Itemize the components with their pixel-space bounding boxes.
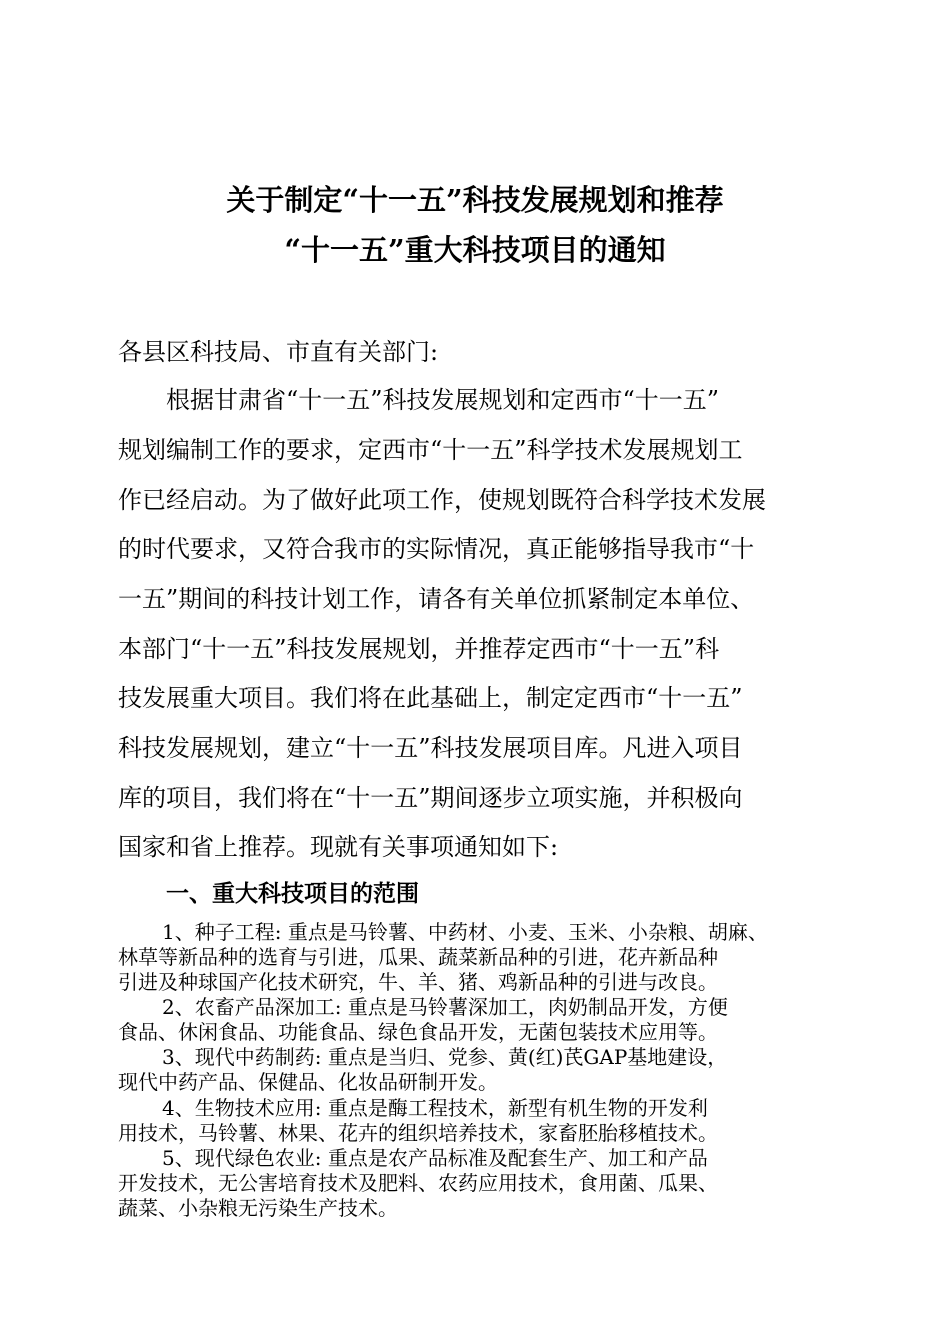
salutation: 各县区科技局、市直有关部门: [118,338,439,366]
item-line: 2、农畜产品深加工: 重点是马铃薯深加工，肉奶制品开发，方便 [162,995,728,1019]
body-line: 国家和省上推荐。现就有关事项通知如下: [118,833,559,861]
item-line: 3、现代中药制药: 重点是当归、党参、黄(红)芪GAP基地建设， [162,1045,728,1069]
document-title-line-1: 关于制定“十一五”科技发展规划和推荐 [226,183,724,217]
section-heading: 一、重大科技项目的范围 [166,880,419,907]
item-line: 林草等新品种的选育与引进，瓜果、蔬菜新品种的引进，花卉新品种 [118,945,718,969]
document-title-line-2: “十一五”重大科技项目的通知 [284,233,666,267]
body-line: 库的项目，我们将在“十一五”期间逐步立项实施，并积极向 [118,784,743,812]
item-line: 1、种子工程: 重点是马铃薯、中药材、小麦、玉米、小杂粮、胡麻、 [162,920,768,944]
item-line: 食品、休闲食品、功能食品、绿色食品开发，无菌包装技术应用等。 [118,1020,718,1044]
body-line: 的时代要求，又符合我市的实际情况，真正能够指导我市“十 [118,535,755,563]
body-line: 科技发展规划，建立“十一五”科技发展项目库。凡进入项目 [118,734,743,762]
item-line: 4、生物技术应用: 重点是酶工程技术，新型有机生物的开发利 [162,1096,708,1120]
item-line: 蔬菜、小杂粮无污染生产技术。 [118,1196,398,1220]
item-line: 现代中药产品、保健品、化妆品研制开发。 [118,1070,498,1094]
body-line: 一五”期间的科技计划工作，请各有关单位抓紧制定本单位、 [118,585,755,613]
item-line: 5、现代绿色农业: 重点是农产品标准及配套生产、加工和产品 [162,1146,708,1170]
body-line: 技发展重大项目。我们将在此基础上，制定定西市“十一五” [118,684,743,712]
item-line: 引进及种球国产化技术研究，牛、羊、猪、鸡新品种的引进与改良。 [118,970,718,994]
body-line: 本部门“十一五”科技发展规划，并推荐定西市“十一五”科 [118,635,720,663]
body-line: 作已经启动。为了做好此项工作，使规划既符合科学技术发展 [118,486,766,514]
body-line: 规划编制工作的要求，定西市“十一五”科学技术发展规划工 [118,436,743,464]
body-line: 根据甘肃省“十一五”科技发展规划和定西市“十一五” [166,386,720,414]
item-line: 用技术，马铃薯、林果、花卉的组织培养技术，家畜胚胎移植技术。 [118,1121,718,1145]
item-line: 开发技术，无公害培育技术及肥料、农药应用技术，食用菌、瓜果、 [118,1171,718,1195]
